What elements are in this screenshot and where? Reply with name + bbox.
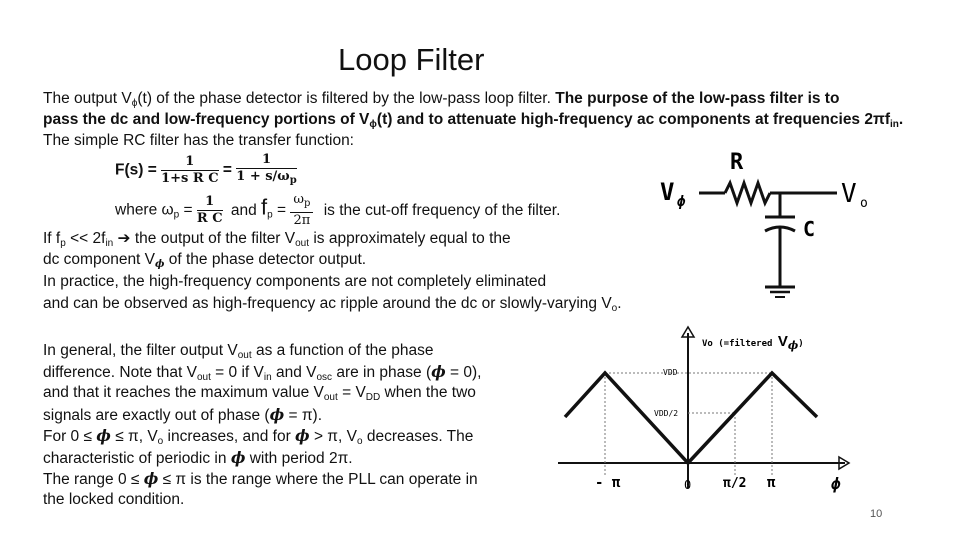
fraction-3: $\frac{1}{\text{R C}}$ [196,194,223,226]
fraction-1: $\frac{1}{\text{1+s R C}}$ [161,154,219,186]
x-tick-pi-half: π/2 [723,476,747,491]
para2-line1: If $f_p << 2f_{in}$ ➔ the output of the filter $V_{out}$ is approximately equal to the [43,230,511,249]
text: pass the dc and low-frequency portions of V [43,111,370,128]
vin-sub: ϕ [677,194,686,210]
phase-characteristic-graph [555,325,860,495]
x-tick-neg-pi: - π [595,475,621,491]
rc-circuit-diagram [655,145,885,305]
triangle-wave [565,373,817,463]
para3-line3: and that it reaches the maximum value $V_{out} = V_{DD}$ when the two [43,384,476,403]
slide-title: Loop Filter [338,42,485,77]
para3-line7: The range 0 ≤ ϕ ≤ π is the range where the PLL can operate in [43,469,478,488]
resistor [725,183,770,203]
para2-line4: and can be observed as high-frequency ac ripple around the dc or slowly-varying $V_o$. [43,295,622,314]
slide-number: 10 [870,508,883,520]
vdd-tick-label: VDD [663,368,678,377]
para3-line4: signals are exactly out of phase (ϕ = π). [43,405,323,424]
cutoff-text: is the cut-off frequency of the filter. [323,201,561,219]
x-axis-phi-label: ϕ [831,474,841,493]
transfer-function [115,152,297,189]
vout-sub: o [860,196,868,211]
para3-line6: characteristic of periodic in ϕ with period 2π. [43,448,353,467]
and-text: and [230,201,257,219]
where-text: where ω [115,201,174,219]
text: (t) and to attenuate high-frequency ac components at frequencies 2πf [376,111,891,128]
vin-label: V [660,178,675,206]
vdd-half-tick-label: VDD/2 [654,409,679,418]
fraction-2: $\frac{1}{1 + s/\omega_p}$ [236,152,297,186]
text: (t) of the phase detector is filtered by the low-pass loop filter. [137,90,556,107]
para1-line3: The simple RC filter has the transfer function: [43,132,354,149]
para3-line8: the locked condition. [43,491,185,508]
fs-label: F(s) = [115,161,157,179]
subscript: in [890,119,899,130]
text: . [898,111,904,128]
fp-symbol: f [261,194,268,220]
para3-line5: For 0 ≤ ϕ ≤ π, $V_o$ increases, and for ϕ > π, $V_o$ decreases. The [43,426,474,447]
x-tick-zero: 0 [684,478,692,492]
resistor-label: R [730,150,744,175]
graph-y-title: Vo (=filtered Vϕ) [702,333,804,352]
text: The output V [43,90,132,107]
equals: = [222,161,232,179]
para2-line2: dc component $V_\phi$ of the phase detector output. [43,251,367,270]
x-tick-pi: π [767,475,776,491]
vout-label: V [841,179,857,209]
subscript: ϕ [369,119,377,130]
fraction-4: $\frac{\omega_p}{2\pi}$ [290,192,313,229]
bold-text: The purpose of the low-pass filter is to [555,90,840,107]
para3-line1: In general, the filter output $V_{out}$ as a function of the phase [43,342,434,361]
para3-line2: difference. Note that $V_{out} = 0$ if $V_{in}$ and $V_{osc}$ are in phase (ϕ = 0), [43,362,482,383]
cutoff-formula: where $\omega_p$ = $\frac{1}{\text{R C}}$ and $f_p$ = $\frac{\omega_p}{2\pi}$ is the cut-off frequency of the filter. [115,192,561,228]
subscript: ϕ [131,98,138,109]
capacitor-label: C [803,217,816,241]
para2-line3: In practice, the high-frequency components are not completely eliminated [43,273,547,290]
